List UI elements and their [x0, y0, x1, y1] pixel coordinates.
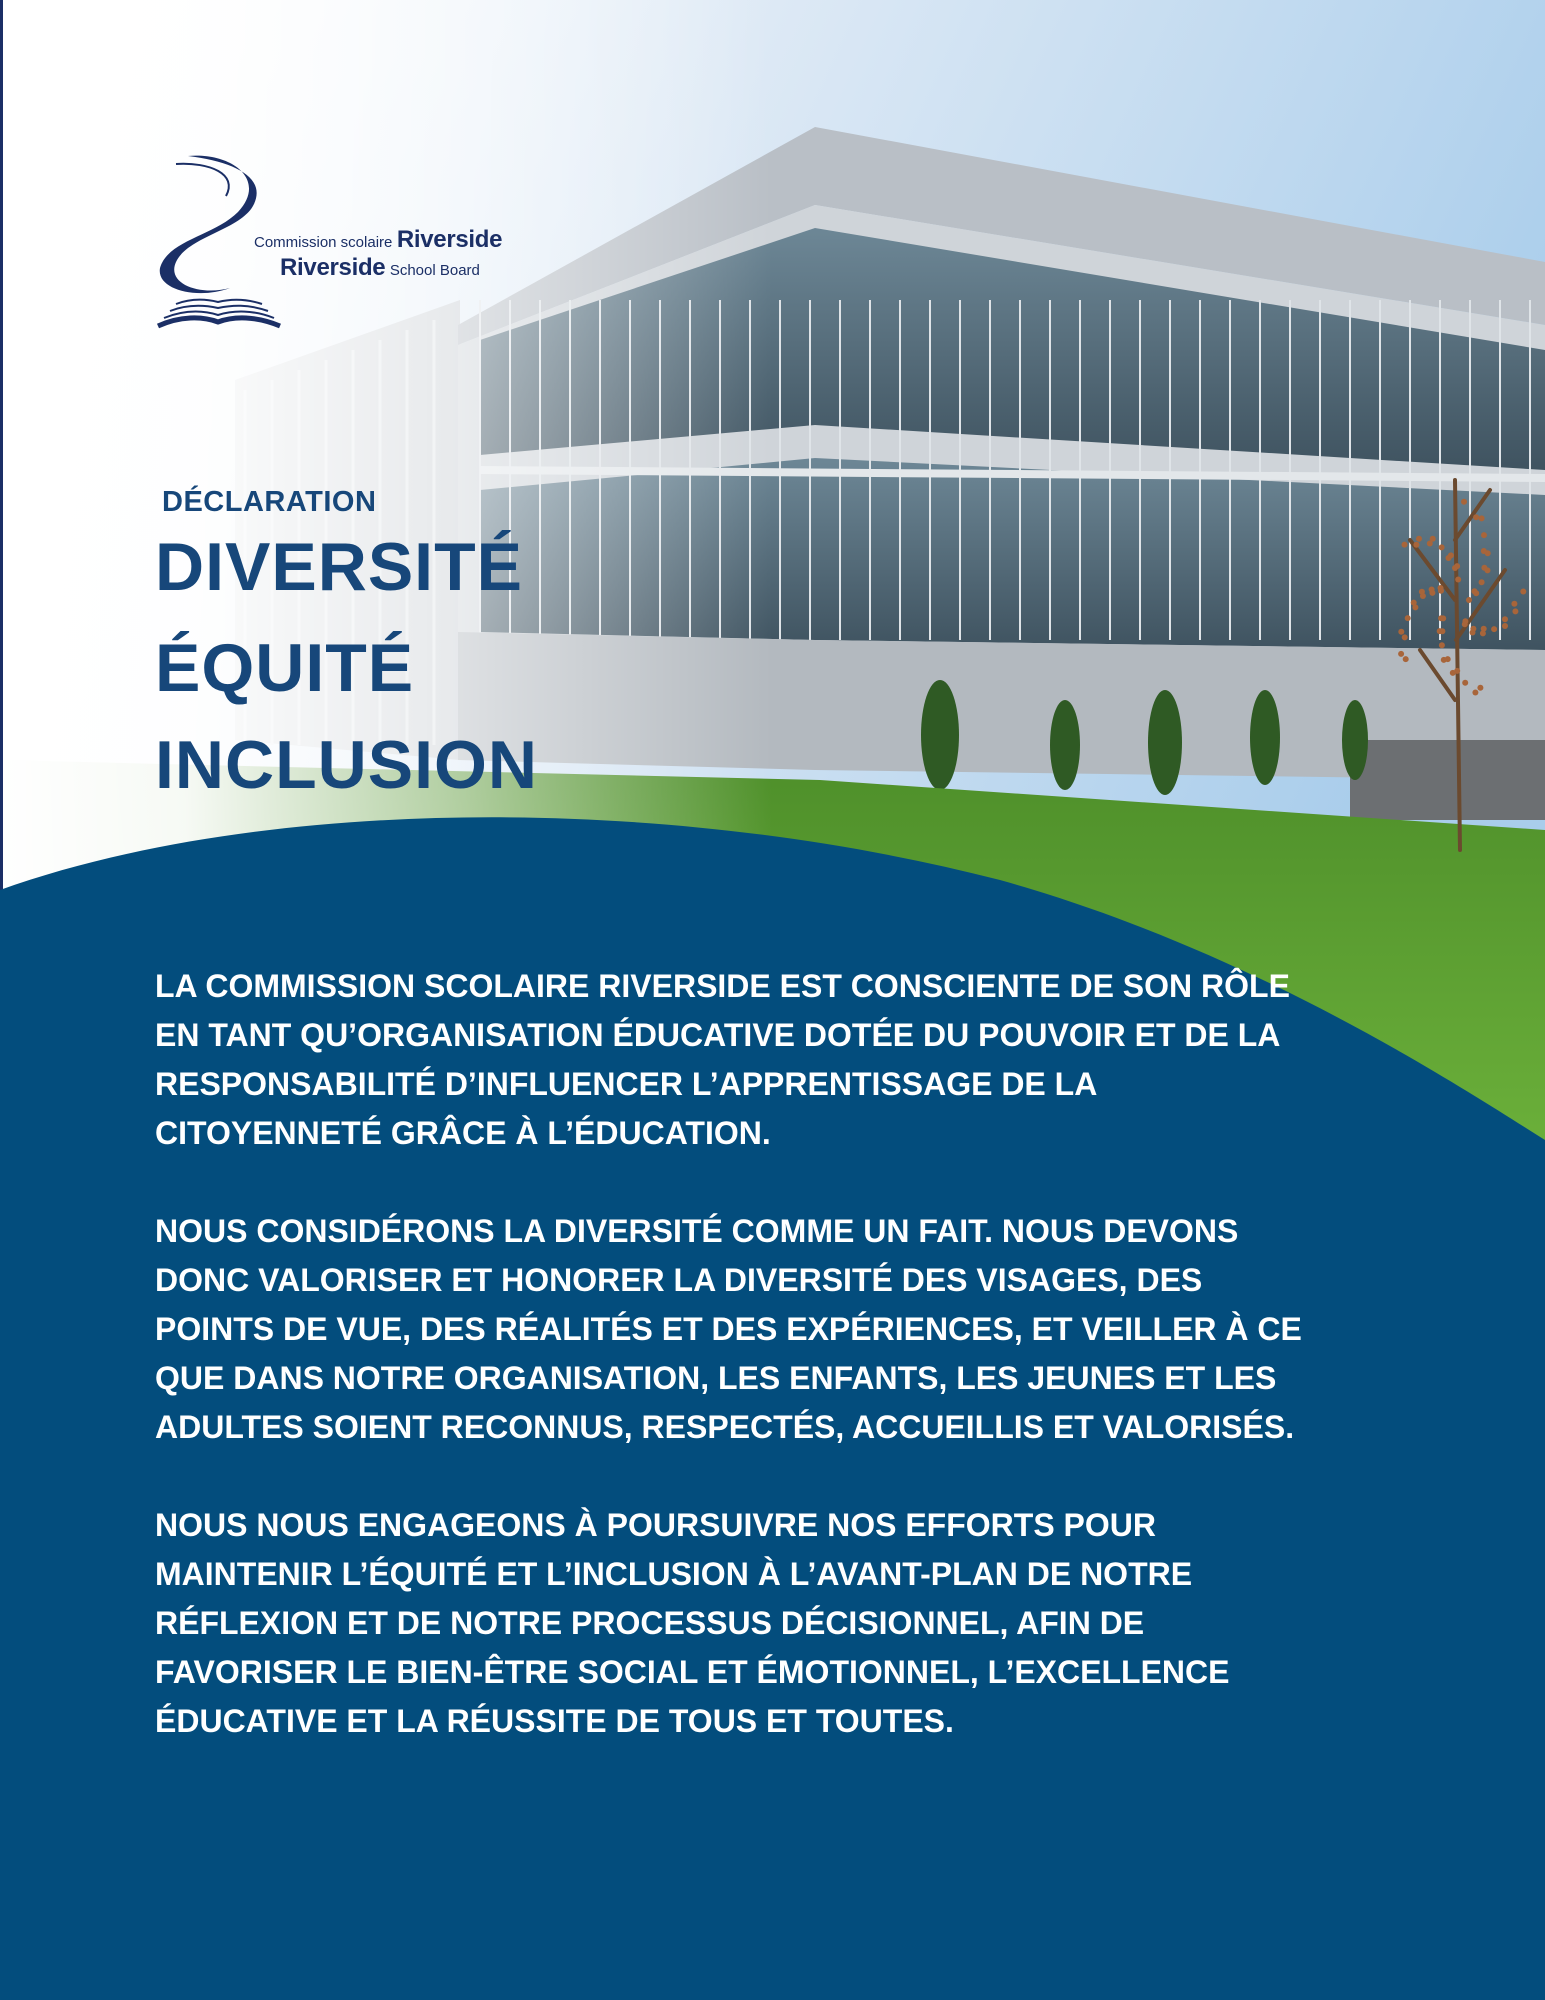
eyebrow-label: DÉCLARATION — [162, 486, 377, 518]
left-edge-rule — [0, 0, 3, 900]
declaration-body — [155, 962, 1305, 1795]
riverside-logo — [150, 150, 530, 335]
title-line: ÉQUITÉ — [155, 630, 415, 706]
body-paragraph: LA COMMISSION SCOLAIRE RIVERSIDE EST CONSCIENTE DE SON RÔLE EN TANT QU’ORGANISATION ÉDUCATIVE DOTÉE DU POUVOIR ET DE LA RESPONSABILITÉ D’INFLUENCER L’APPRENTISSAGE DE LA CITOYENNETÉ GRÂCE À L’ÉDUCATION. — [155, 968, 1290, 1151]
logo-name: Riverside — [396, 226, 503, 253]
logo-name: Riverside — [280, 254, 386, 281]
logo-text-english — [280, 256, 480, 280]
logo-text-french — [254, 228, 502, 252]
logo-prefix: Commission scolaire — [254, 234, 393, 251]
body-paragraph: NOUS NOUS ENGAGEONS À POURSUIVRE NOS EFFORTS POUR MAINTENIR L’ÉQUITÉ ET L’INCLUSION À L’AVANT-PLAN DE NOTRE RÉFLEXION ET DE NOTRE PROCESSUS DÉCISIONNEL, AFIN DE FAVORISER LE BIEN-ÊTRE SOCIAL ET ÉMOTIONNEL, L’EXCELLENCE ÉDUCATIVE ET LA RÉUSSITE DE TOUS ET TOUTES. — [155, 1507, 1230, 1739]
body-paragraph: NOUS CONSIDÉRONS LA DIVERSITÉ COMME UN FAIT. NOUS DEVONS DONC VALORISER ET HONORER LA DIVERSITÉ DES VISAGES, DES POINTS DE VUE, DES RÉALITÉS ET DES EXPÉRIENCES, ET VEILLER À CE QUE DANS NOTRE ORGANISATION, LES ENFANTS, LES JEUNES ET LES ADULTES SOIENT RECONNUS, RESPECTÉS, ACCUEILLIS ET VALORISÉS. — [155, 1213, 1302, 1445]
title-line: INCLUSION — [155, 727, 538, 803]
title-line: DIVERSITÉ — [155, 529, 523, 605]
logo-suffix: School Board — [389, 262, 480, 279]
